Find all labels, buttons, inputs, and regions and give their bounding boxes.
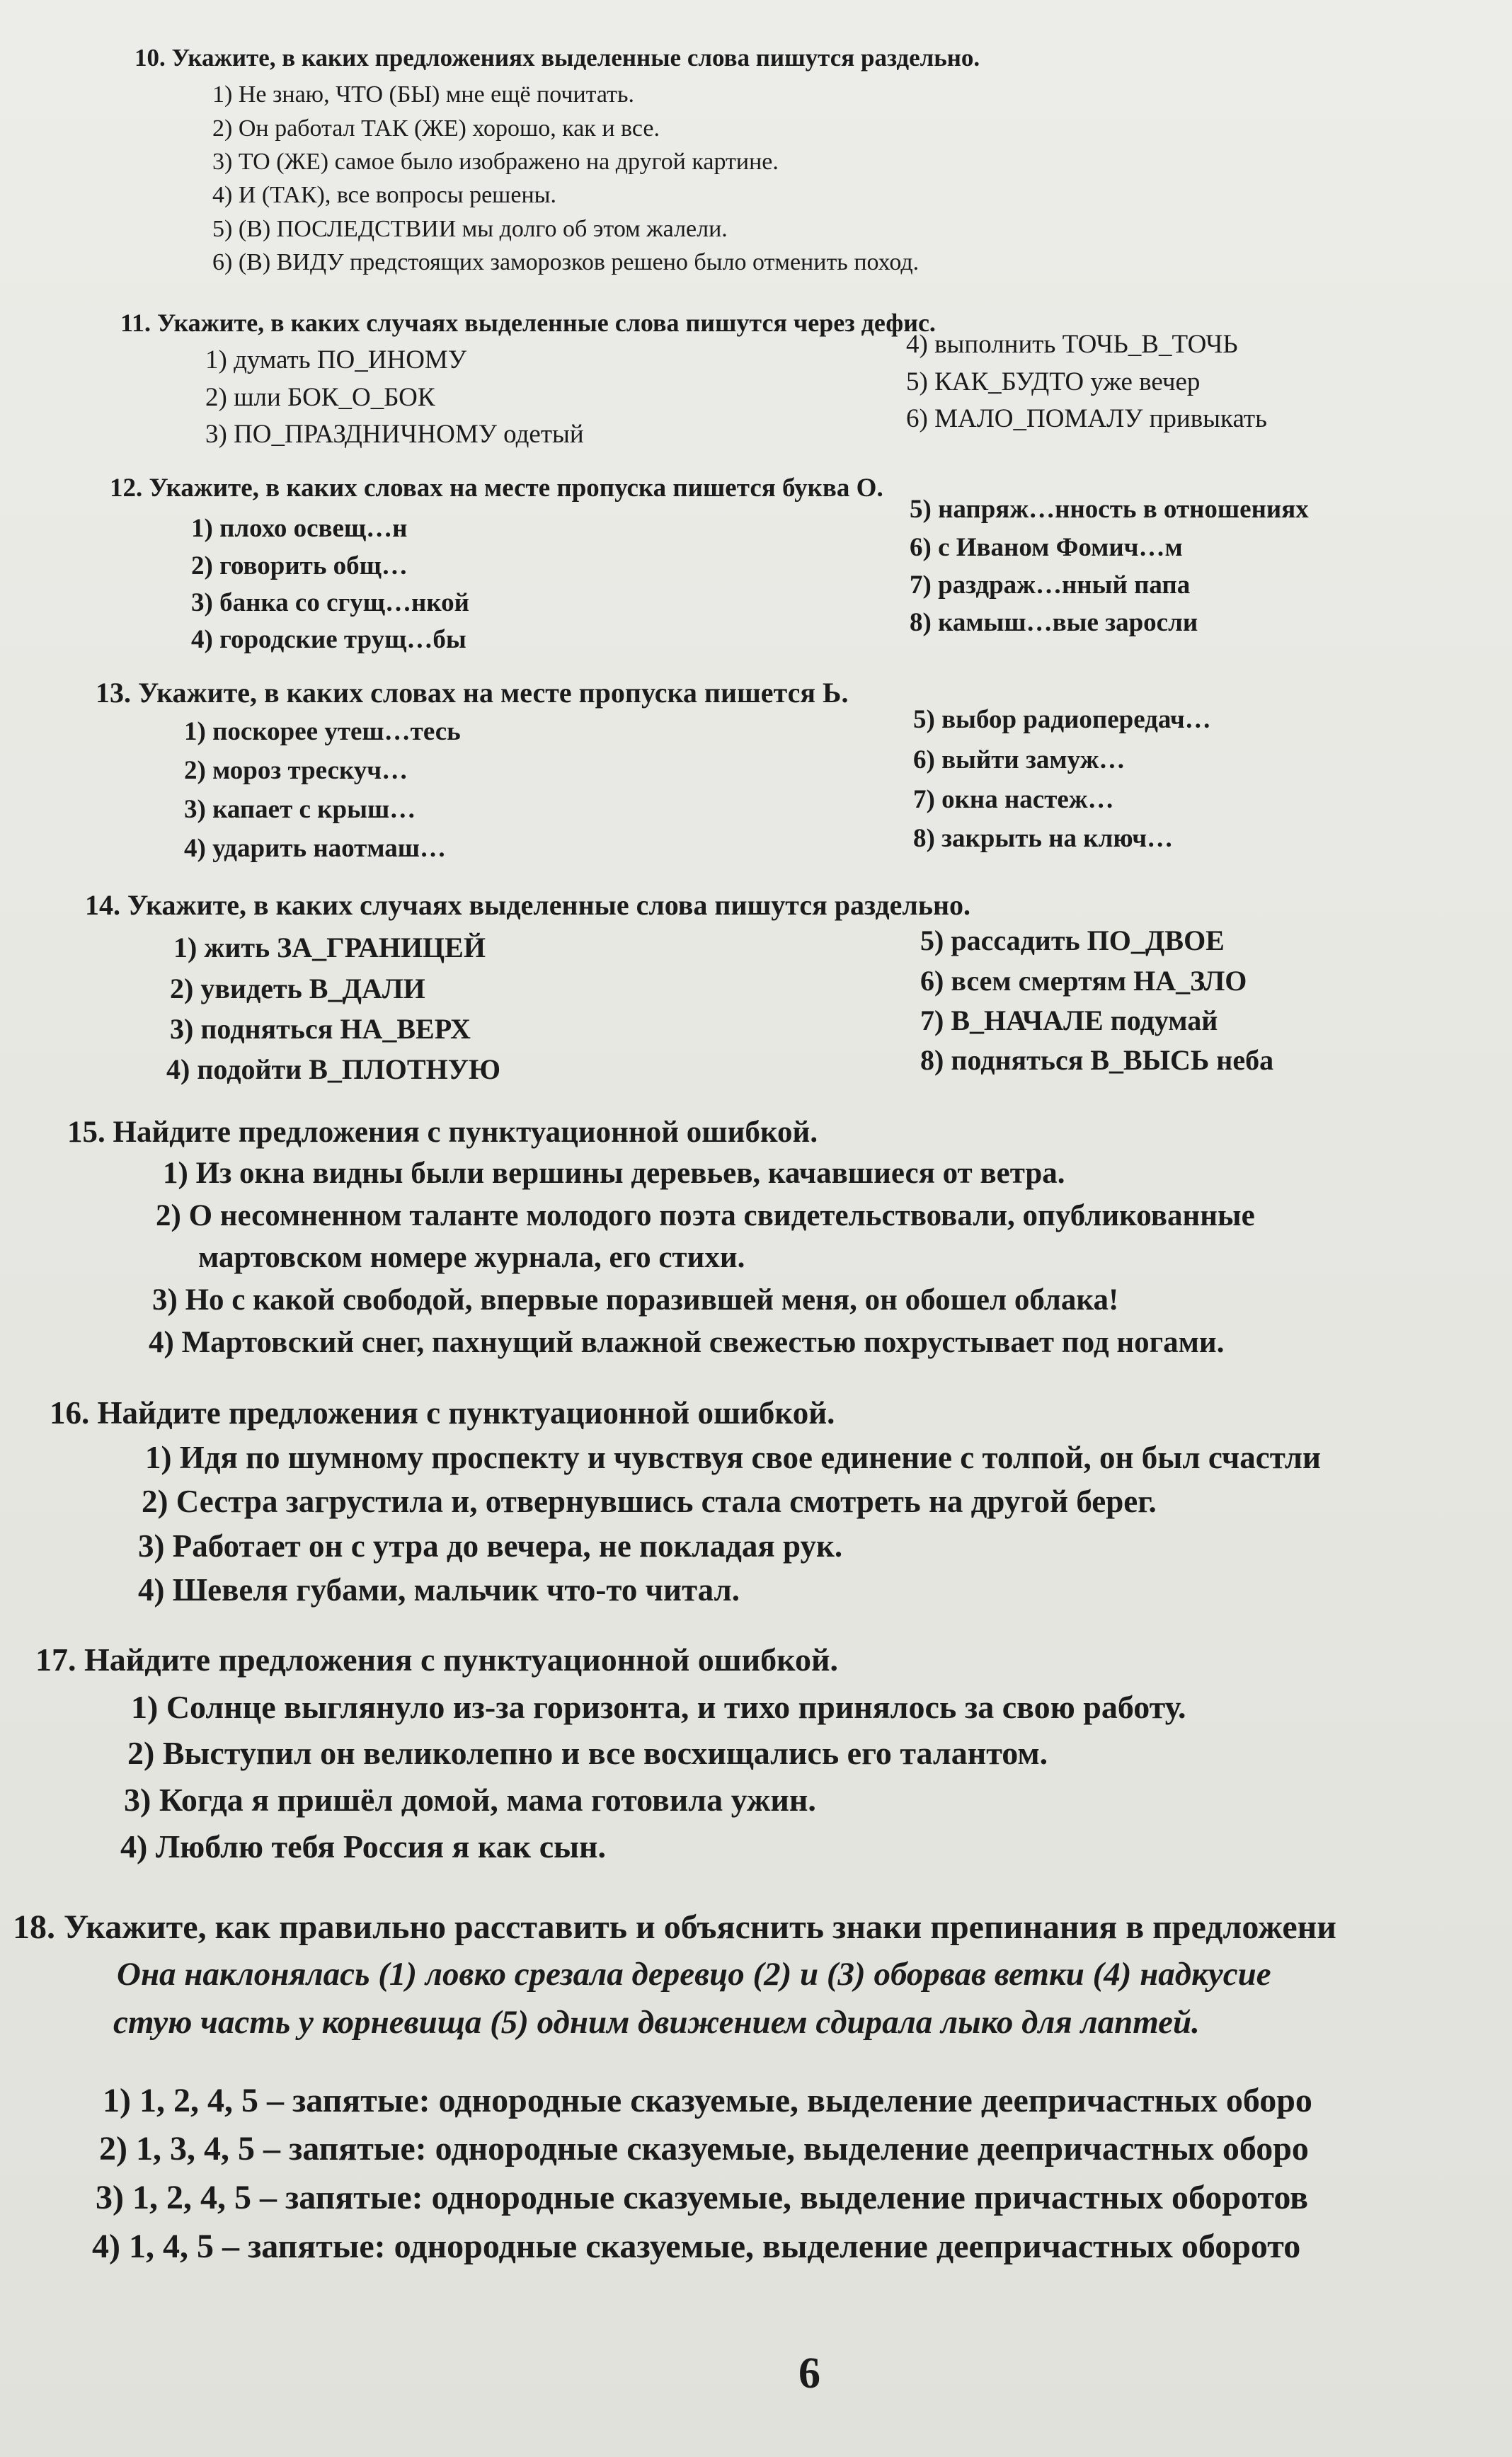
question-title: 11. Укажите, в каких случаях выделенные слова пишутся через дефис. <box>120 309 936 337</box>
answer-option: 4) Шевеля губами, мальчик что-то читал. <box>138 1572 740 1608</box>
answer-option: 1) плохо освещ…н <box>191 514 408 543</box>
answer-option: 5) выбор радиопередач… <box>913 705 1211 734</box>
answer-option: 3) подняться НА_ВЕРХ <box>170 1013 471 1045</box>
answer-option: 6) всем смертям НА_ЗЛО <box>920 965 1247 997</box>
task-sentence-line: Она наклонялась (1) ловко срезала деревцо (2) и (3) оборвав ветки (4) надкусие <box>117 1956 1271 1993</box>
answer-option: 1) Идя по шумному проспекту и чувствуя свое единение с толпой, он был счастли <box>145 1440 1321 1475</box>
answer-option: 4) городские трущ…бы <box>191 625 466 654</box>
answer-option: 3) 1, 2, 4, 5 – запятые: однородные сказуемые, выделение причастных оборотов <box>96 2179 1309 2216</box>
question-title: 17. Найдите предложения с пунктуационной ошибкой. <box>35 1642 839 1678</box>
answer-option: 4) И (ТАК), все вопросы решены. <box>212 182 556 208</box>
answer-option: 4) 1, 4, 5 – запятые: однородные сказуемые, выделение деепричастных оборото <box>92 2228 1301 2265</box>
answer-option: 6) (В) ВИДУ предстоящих заморозков решено было отменить поход. <box>212 249 920 275</box>
question-title: 14. Укажите, в каких случаях выделенные слова пишутся раздельно. <box>85 889 971 921</box>
question-title: 18. Укажите, как правильно расставить и объяснить знаки препинания в предложени <box>13 1908 1336 1946</box>
answer-option: 2) О несомненном таланте молодого поэта свидетельствовали, опубликованные <box>156 1199 1255 1232</box>
answer-option: 5) рассадить ПО_ДВОЕ <box>920 924 1225 956</box>
answer-option: 4) Мартовский снег, пахнущий влажной свежестью похрустывает под ногами. <box>149 1326 1225 1359</box>
answer-option: 4) выполнить ТОЧЬ_В_ТОЧЬ <box>906 330 1238 359</box>
answer-option: 4) ударить наотмаш… <box>184 834 447 863</box>
answer-option: 3) банка со сгущ…нкой <box>191 588 469 617</box>
answer-option: 6) МАЛО_ПОМАЛУ привыкать <box>906 404 1267 433</box>
answer-option: 1) Солнце выглянуло из-за горизонта, и тихо принялось за свою работу. <box>131 1689 1186 1725</box>
answer-option: 1) 1, 2, 4, 5 – запятые: однородные сказуемые, выделение деепричастных оборо <box>103 2082 1312 2119</box>
answer-option: 3) Но с какой свободой, впервые поразившей меня, он обошел облака! <box>152 1283 1119 1317</box>
answer-option: 3) Работает он с утра до вечера, не покладая рук. <box>138 1528 843 1564</box>
answer-option: 8) камыш…вые заросли <box>910 608 1198 637</box>
answer-option: 2) Он работал ТАК (ЖЕ) хорошо, как и все. <box>212 115 660 142</box>
answer-option: 3) ТО (ЖЕ) самое было изображено на другой картине. <box>212 149 779 175</box>
question-title: 12. Укажите, в каких словах на месте пропуска пишется буква О. <box>110 474 883 503</box>
task-sentence-line: стую часть у корневища (5) одним движением сдирала лыко для лаптей. <box>113 2004 1200 2041</box>
answer-option: 2) Сестра загрустила и, отвернувшись стала смотреть на другой берег. <box>142 1484 1157 1519</box>
question-title: 15. Найдите предложения с пунктуационной ошибкой. <box>67 1116 818 1149</box>
answer-option: мартовском номере журнала, его стихи. <box>198 1241 745 1274</box>
answer-option: 2) увидеть В_ДАЛИ <box>170 973 425 1004</box>
question-title: 13. Укажите, в каких словах на месте пропуска пишется Ь. <box>96 677 849 709</box>
answer-option: 1) жить ЗА_ГРАНИЦЕЙ <box>173 932 486 963</box>
answer-option: 1) поскорее утеш…тесь <box>184 717 461 746</box>
answer-option: 5) КАК_БУДТО уже вечер <box>906 367 1201 396</box>
answer-option: 2) Выступил он великолепно и все восхищались его талантом. <box>127 1735 1048 1771</box>
answer-option: 3) капает с крыш… <box>184 795 416 824</box>
answer-option: 5) напряж…нность в отношениях <box>910 495 1309 524</box>
question-title: 16. Найдите предложения с пунктуационной ошибкой. <box>50 1395 835 1431</box>
answer-option: 3) Когда я пришёл домой, мама готовила ужин. <box>124 1782 816 1818</box>
answer-option: 7) окна настеж… <box>913 785 1114 814</box>
answer-option: 4) Люблю тебя Россия я как сын. <box>120 1828 607 1865</box>
answer-option: 8) закрыть на ключ… <box>913 824 1174 853</box>
answer-option: 2) 1, 3, 4, 5 – запятые: однородные сказуемые, выделение деепричастных оборо <box>99 2130 1309 2167</box>
answer-option: 7) В_НАЧАЛЕ подумай <box>920 1004 1218 1036</box>
question-title: 10. Укажите, в каких предложениях выделенные слова пишутся раздельно. <box>134 44 980 71</box>
answer-option: 5) (В) ПОСЛЕДСТВИИ мы долго об этом жалели. <box>212 216 728 242</box>
answer-option: 3) ПО_ПРАЗДНИЧНОМУ одетый <box>205 420 584 449</box>
answer-option: 4) подойти В_ПЛОТНУЮ <box>166 1053 501 1085</box>
answer-option: 2) говорить общ… <box>191 551 408 580</box>
answer-option: 7) раздраж…нный папа <box>910 571 1191 600</box>
page-number: 6 <box>798 2349 820 2398</box>
answer-option: 1) Не знаю, ЧТО (БЫ) мне ещё почитать. <box>212 81 634 108</box>
answer-option: 6) выйти замуж… <box>913 745 1126 774</box>
answer-option: 1) Из окна видны были вершины деревьев, качавшиеся от ветра. <box>163 1157 1065 1190</box>
answer-option: 2) шли БОК_О_БОК <box>205 383 435 412</box>
answer-option: 8) подняться В_ВЫСЬ неба <box>920 1044 1274 1076</box>
answer-option: 6) с Иваном Фомич…м <box>910 533 1183 562</box>
answer-option: 1) думать ПО_ИНОМУ <box>205 345 467 374</box>
answer-option: 2) мороз трескуч… <box>184 756 408 785</box>
